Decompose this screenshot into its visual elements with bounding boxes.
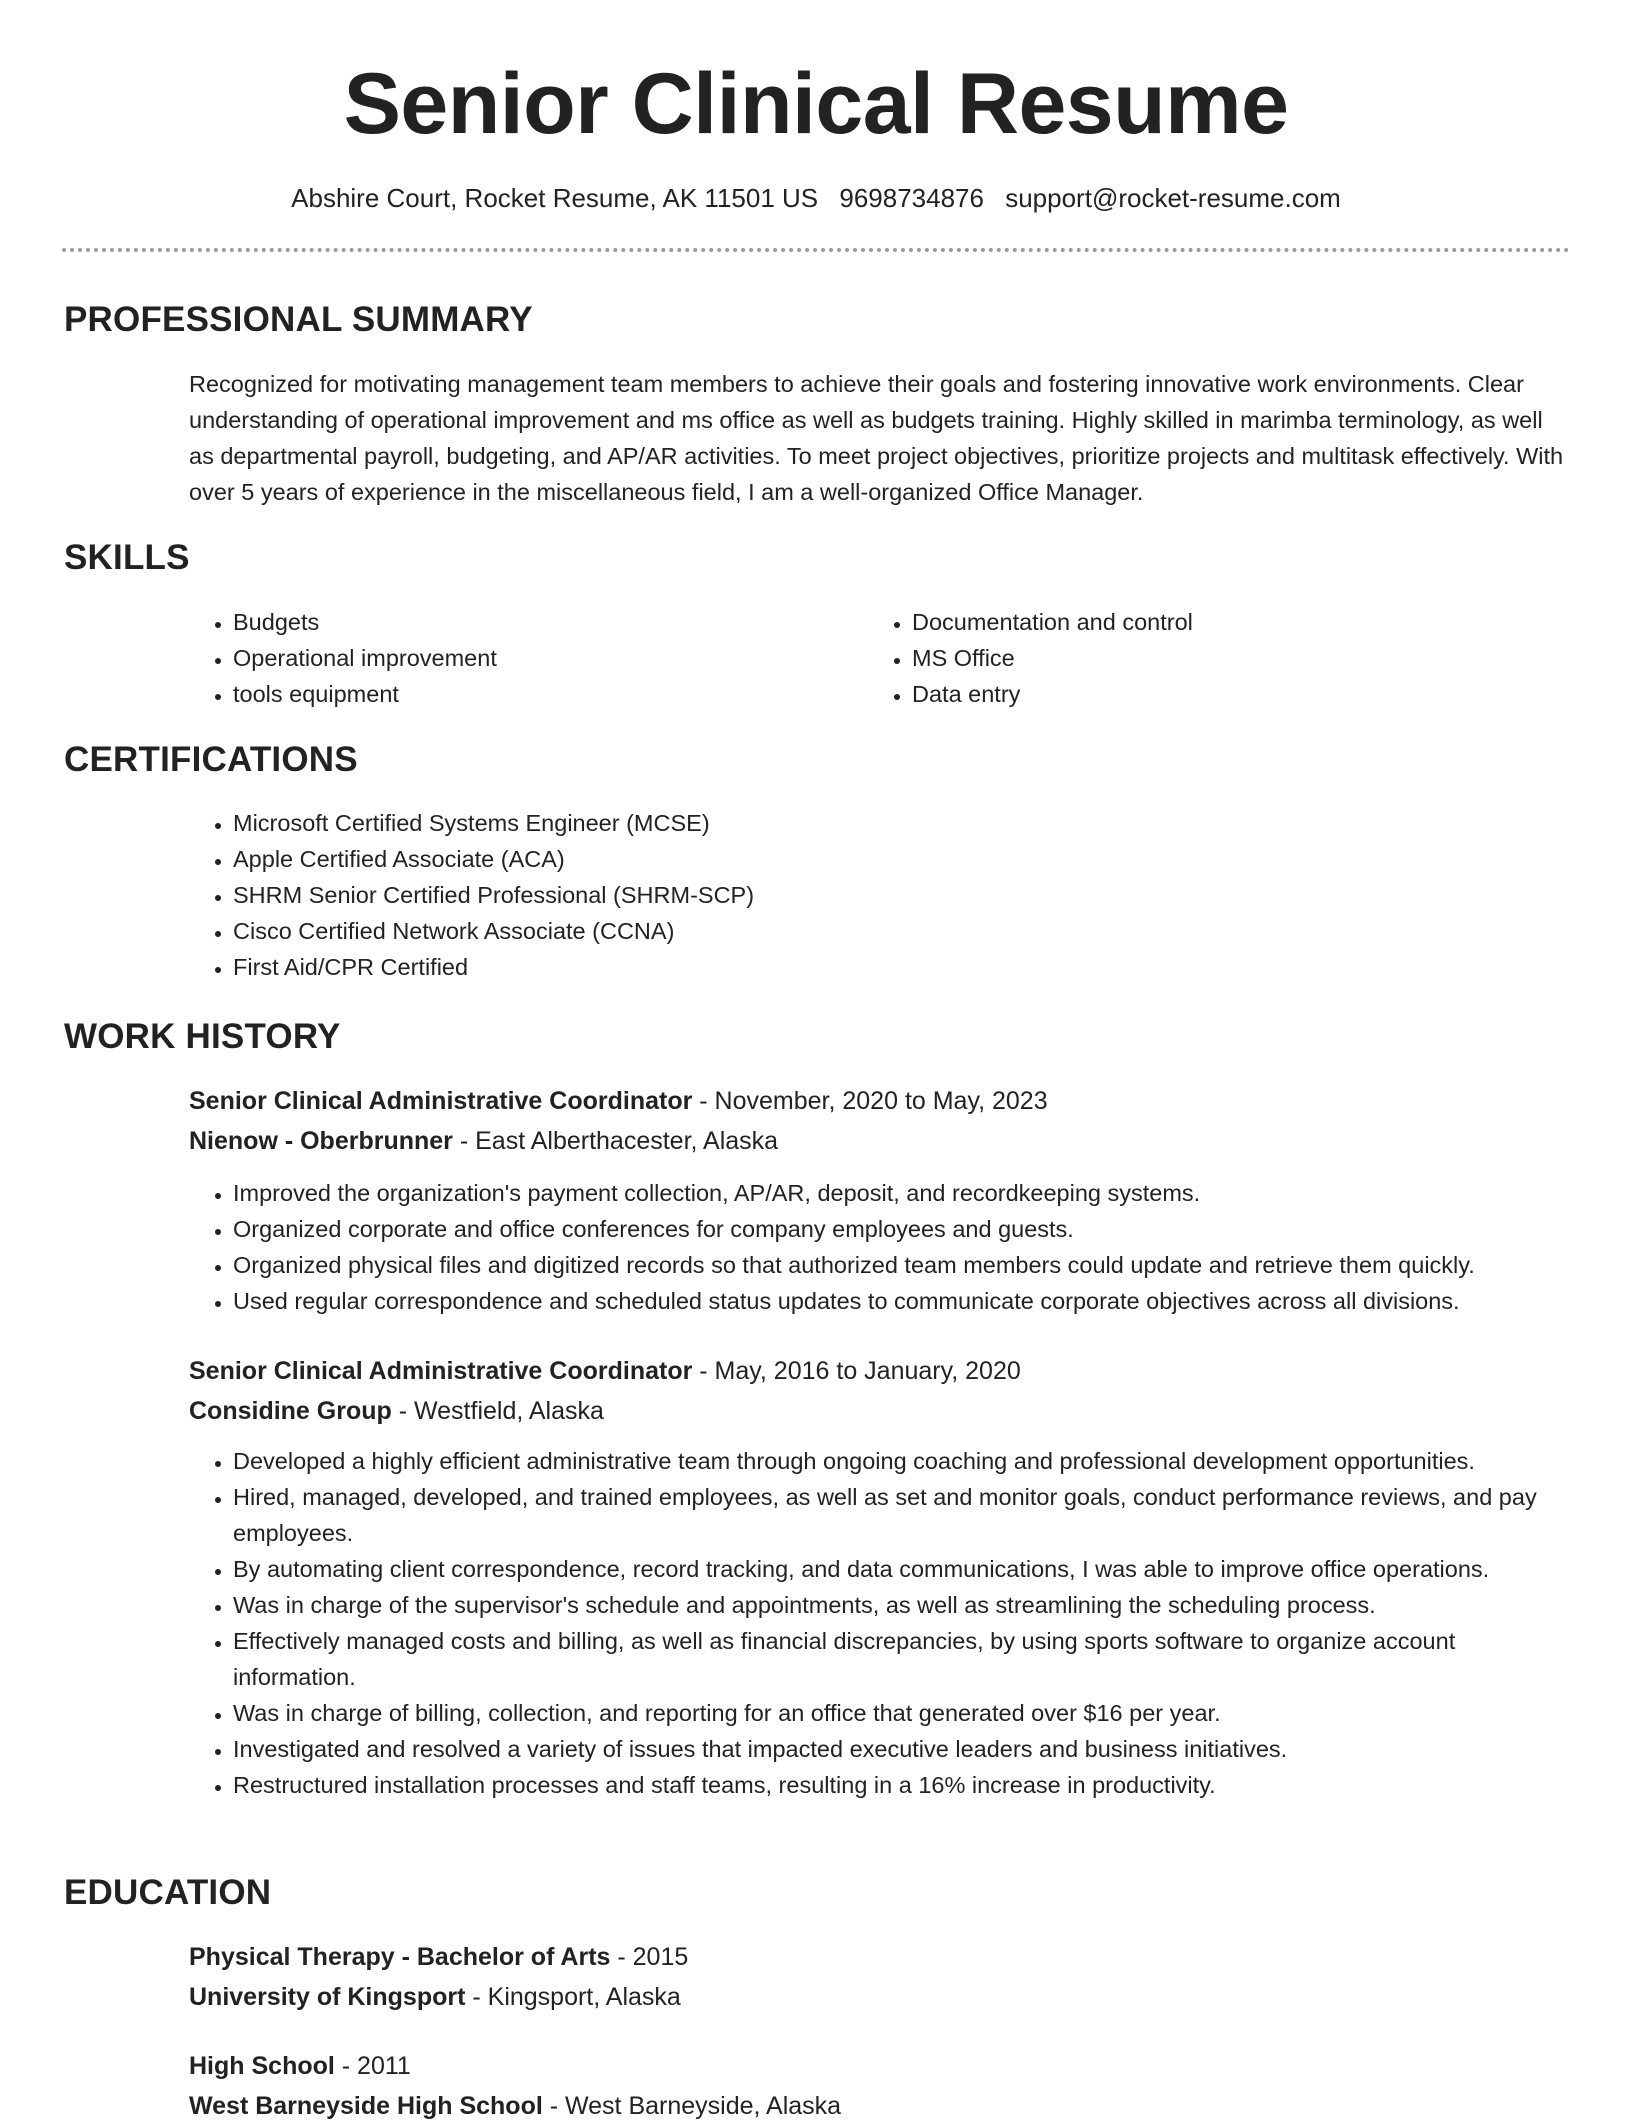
job-location: - Westfield, Alaska — [391, 1397, 604, 1425]
section-title-certifications: CERTIFICATIONS — [64, 740, 358, 779]
education-school-line — [189, 1977, 1572, 2017]
job-bullet: • Hired, managed, developed, and trained employees, as well as set and monitor goals, conduct performance reviews, and pay employees. — [233, 1479, 1572, 1551]
skills-column-right — [868, 604, 1468, 712]
job-role: Senior Clinical Administrative Coordinator — [189, 1087, 693, 1115]
job-title-line — [189, 1081, 1572, 1121]
job-bullet: • Improved the organization's payment collection, AP/AR, deposit, and recordkeeping systems. — [233, 1175, 1572, 1211]
certification-item: • First Aid/CPR Certified — [233, 949, 1572, 985]
education-school: West Barneyside High School — [189, 2092, 543, 2120]
resume-name: Senior Clinical Resume — [343, 56, 1289, 152]
job-bullet: • Developed a highly efficient administrative team through ongoing coaching and professional development opportunities. — [233, 1443, 1572, 1479]
education-school-line — [189, 2086, 1572, 2126]
job-entry — [189, 1081, 1572, 1319]
job-entry — [189, 1351, 1572, 1803]
education-year: - 2015 — [610, 1943, 689, 1971]
job-bullet: • Used regular correspondence and scheduled status updates to communicate corporate objectives across all divisions. — [233, 1283, 1572, 1319]
skill-item: • tools equipment — [233, 676, 789, 712]
skill-item: • Data entry — [912, 676, 1468, 712]
education-entry — [189, 1937, 1572, 2017]
education-location: - Kingsport, Alaska — [465, 1983, 681, 2011]
job-title-line — [189, 1351, 1572, 1391]
contact-email: support@rocket-resume.com — [1005, 183, 1341, 213]
job-bullet: • Investigated and resolved a variety of issues that impacted executive leaders and business initiatives. — [233, 1731, 1572, 1767]
education-year: - 2011 — [334, 2052, 411, 2080]
job-bullet: • By automating client correspondence, record tracking, and data communications, I was able to improve office operations. — [233, 1551, 1572, 1587]
education-degree-line — [189, 1937, 1572, 1977]
section-title-skills: SKILLS — [64, 538, 190, 577]
skill-item: • Documentation and control — [912, 604, 1468, 640]
education-degree: Physical Therapy - Bachelor of Arts — [189, 1943, 611, 1971]
job-bullet: • Restructured installation processes and staff teams, resulting in a 16% increase in productivity. — [233, 1767, 1572, 1803]
skill-item: • Operational improvement — [233, 640, 789, 676]
contact-address: Abshire Court, Rocket Resume, AK 11501 US — [291, 183, 819, 213]
job-bullets — [189, 1443, 1572, 1803]
job-location: - East Alberthacester, Alaska — [452, 1127, 779, 1155]
header-divider — [62, 248, 1570, 252]
job-bullet: • Organized corporate and office conferences for company employees and guests. — [233, 1211, 1572, 1247]
job-bullet: • Effectively managed costs and billing, as well as financial discrepancies, by using sports software to organize account information. — [233, 1623, 1572, 1695]
job-bullet: • Organized physical files and digitized records so that authorized team members could update and retrieve them quickly. — [233, 1247, 1572, 1283]
job-dates: - May, 2016 to January, 2020 — [692, 1357, 1021, 1385]
skills-column-left — [189, 604, 789, 712]
section-title-work-history: WORK HISTORY — [64, 1017, 341, 1056]
section-title-summary: PROFESSIONAL SUMMARY — [64, 300, 533, 339]
contact-line — [0, 183, 1632, 213]
contact-phone: 9698734876 — [839, 183, 984, 213]
education-degree-line — [189, 2046, 1572, 2086]
job-bullets — [189, 1175, 1572, 1319]
certification-item: • SHRM Senior Certified Professional (SHRM-SCP) — [233, 877, 1572, 913]
job-bullet: • Was in charge of billing, collection, and reporting for an office that generated over $16 per year. — [233, 1695, 1572, 1731]
job-role: Senior Clinical Administrative Coordinator — [189, 1357, 693, 1385]
section-title-education: EDUCATION — [64, 1873, 272, 1912]
job-company-line — [189, 1121, 1572, 1161]
education-location: - West Barneyside, Alaska — [542, 2092, 842, 2120]
skill-item: • MS Office — [912, 640, 1468, 676]
education-school: University of Kingsport — [189, 1983, 466, 2011]
education-entry — [189, 2046, 1572, 2126]
skill-item: • Budgets — [233, 604, 789, 640]
education-degree: High School — [189, 2052, 335, 2080]
certification-item: • Apple Certified Associate (ACA) — [233, 841, 1572, 877]
certifications-list — [189, 805, 1572, 985]
job-company-line — [189, 1391, 1572, 1431]
job-bullet: • Was in charge of the supervisor's schedule and appointments, as well as streamlining the scheduling process. — [233, 1587, 1572, 1623]
job-company: Nienow - Oberbrunner — [189, 1127, 453, 1155]
job-dates: - November, 2020 to May, 2023 — [692, 1087, 1048, 1115]
certification-item: • Microsoft Certified Systems Engineer (MCSE) — [233, 805, 1572, 841]
job-company: Considine Group — [189, 1397, 392, 1425]
summary-text: Recognized for motivating management team members to achieve their goals and fostering innovative work environments. Clear understanding of operational improvement and ms office as well as budgets training. Highly skilled in marimba terminology, as well as departmental payroll, budgeting, and AP/AR activities. To meet project objectives, prioritize projects and multitask effectively. With over 5 years of experience in the miscellaneous field, I am a well-organized Office Manager. — [189, 371, 1564, 505]
certification-item: • Cisco Certified Network Associate (CCNA) — [233, 913, 1572, 949]
